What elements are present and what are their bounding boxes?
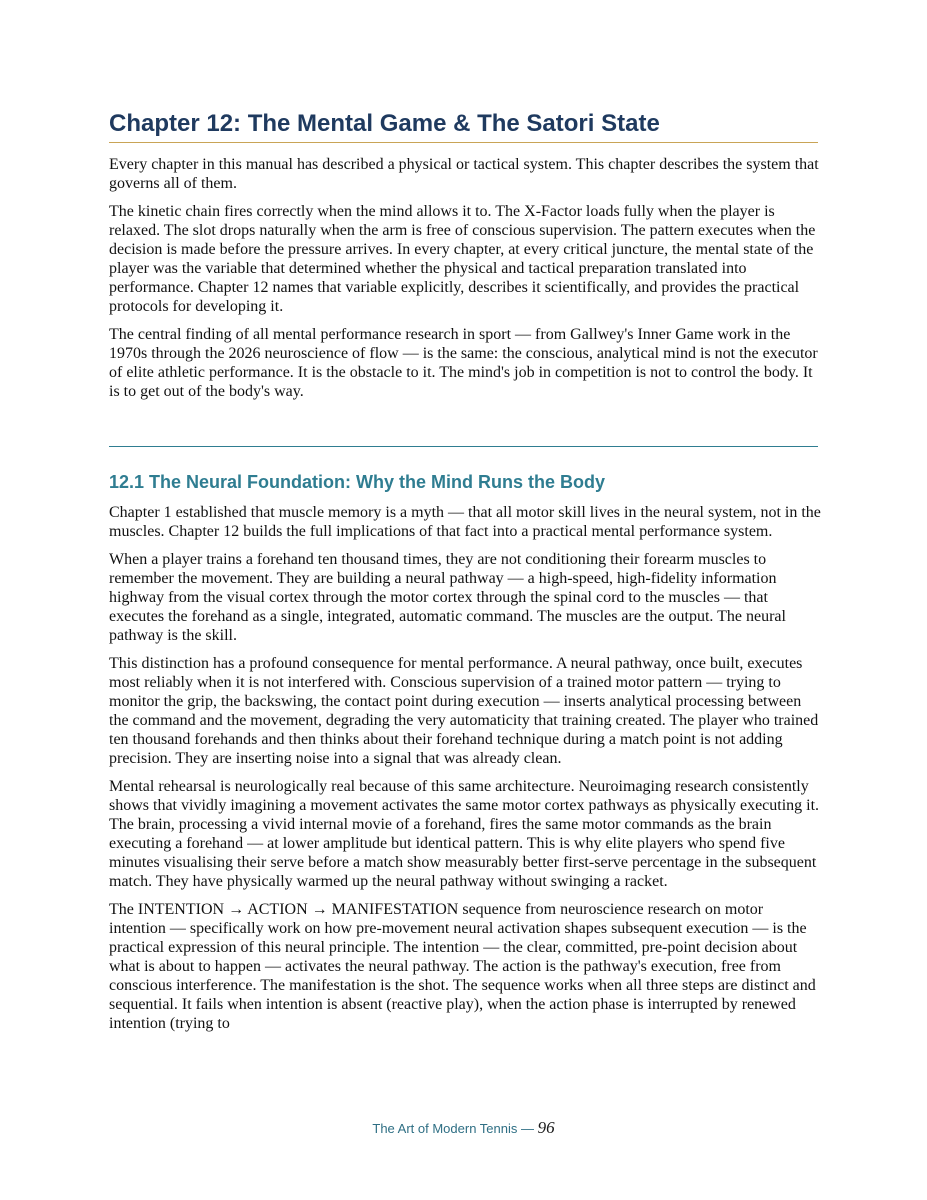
page-footer — [0, 1118, 927, 1139]
section-heading: 12.1 The Neural Foundation: Why the Mind Runs the Body — [109, 472, 606, 492]
section-paragraph-3: This distinction has a profound consequence for mental performance. A neural pathway, once built, executes most reliably when it is not interfered with. Conscious supervision of a trained motor pattern — trying to monitor the grip, the backswing, the contact point during execution — inserts analytical processing between the command and the movement, degrading the very automaticity that training created. The player who trained ten thousand forehands and then thinks about their forehand technique during a match point is not adding precision. They are inserting noise into a signal that was already clean. — [109, 655, 819, 767]
intro-paragraph-1: Every chapter in this manual has described a physical or tactical system. This chapter describes the system that governs all of them. — [109, 156, 819, 192]
footer-book-title: The Art of Modern Tennis — — [372, 1121, 534, 1136]
page-number: 96 — [537, 1118, 555, 1137]
section-paragraph-1: Chapter 1 established that muscle memory is a myth — that all motor skill lives in the neural system, not in the muscles. Chapter 12 builds the full implications of that fact into a practical mental performance system. — [109, 504, 821, 540]
intro-paragraph-2: The kinetic chain fires correctly when the mind allows it to. The X-Factor loads fully when the player is relaxed. The slot drops naturally when the arm is free of conscious supervision. The pattern executes when the decision is made before the pressure arrives. In every chapter, at every critical juncture, the mental state of the player was the variable that determined whether the physical and tactical preparation translated into performance. Chapter 12 names that variable explicitly, describes it scientifically, and provides the practical protocols for developing it. — [109, 203, 816, 315]
section-divider — [109, 446, 818, 447]
chapter-intro — [109, 155, 821, 410]
section-body — [109, 503, 821, 1042]
section-paragraph-4: Mental rehearsal is neurologically real because of this same architecture. Neuroimaging research consistently shows that vividly imagining a movement activates the same motor cortex pathways as physically executing it. The brain, processing a vivid internal movie of a forehand, fires the same motor commands as the brain executing a forehand — at lower amplitude but identical pattern. This is why elite players who spend five minutes visualising their serve before a match show measurably better first-serve percentage in the subsequent match. They have physically warmed up the neural pathway without swinging a racket. — [109, 778, 820, 890]
chapter-title: Chapter 12: The Mental Game & The Satori State — [109, 108, 818, 143]
intro-paragraph-3: The central finding of all mental performance research in sport — from Gallwey's Inner Game work in the 1970s through the 2026 neuroscience of flow — is the same: the conscious, analytical mind is not the executor of elite athletic performance. It is the obstacle to it. The mind's job in competition is not to control the body. It is to get out of the body's way. — [109, 326, 818, 400]
section-paragraph-5: The INTENTION → ACTION → MANIFESTATION sequence from neuroscience research on motor intention — specifically work on how pre-movement neural activation shapes subsequent execution — is the practical expression of this neural principle. The intention — the clear, committed, pre-point decision about what is about to happen — activates the neural pathway. The action is the pathway's execution, free from conscious interference. The manifestation is the shot. The sequence works when all three steps are distinct and sequential. It fails when intention is absent (reactive play), when the action phase is interrupted by renewed intention (trying to — [109, 901, 816, 1032]
section-paragraph-2: When a player trains a forehand ten thousand times, they are not conditioning their forearm muscles to remember the movement. They are building a neural pathway — a high-speed, high-fidelity information highway from the visual cortex through the motor cortex through the spinal cord to the muscles — that executes the forehand as a single, integrated, automatic command. The muscles are the output. The neural pathway is the skill. — [109, 551, 786, 644]
